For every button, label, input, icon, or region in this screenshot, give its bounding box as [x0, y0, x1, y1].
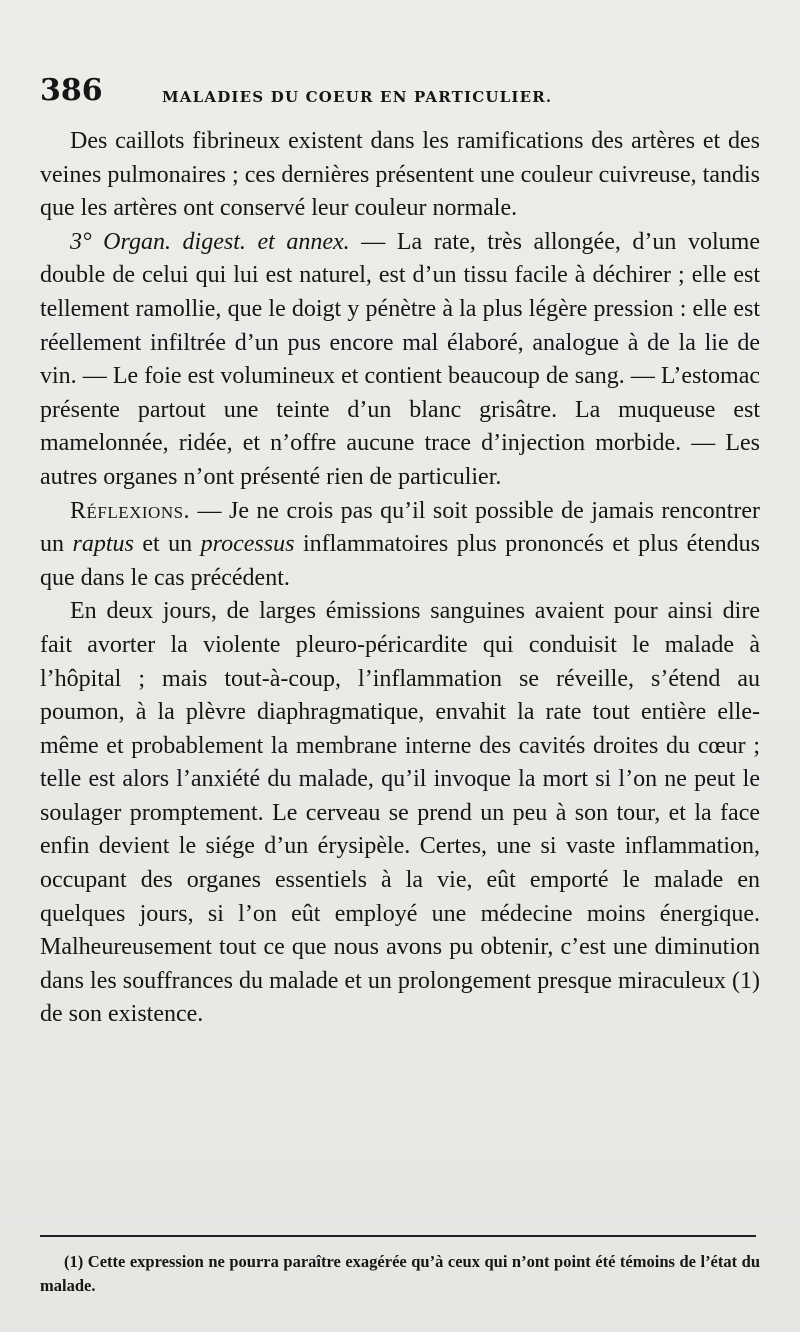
term-processus: processus	[200, 531, 295, 558]
paragraph-1: Des caillots fibrineux existent dans les ramifications des artères et des veines pulmonaires ; ces dernières présentent une couleur cuivreuse, tandis que les artères ont conservé leur couleur normale.	[40, 128, 760, 222]
running-title: MALADIES DU COEUR EN PARTICULIER.	[162, 88, 553, 106]
section-label-reflexions: Réflexions.	[70, 497, 191, 524]
footnote-divider	[40, 1235, 756, 1237]
section-label-organs: 3° Organ. digest. et annex.	[70, 228, 350, 255]
paragraph-3-text-a: — Je ne crois pas qu’il soit possible de jamais rencontrer un	[40, 497, 760, 558]
term-raptus: raptus	[72, 531, 134, 558]
paragraph-2	[40, 226, 760, 495]
footnote	[40, 1250, 760, 1298]
paragraph-3-text-b: et un	[133, 531, 201, 558]
paragraph-2-text: — La rate, très allongée, d’un volume double de celui qui lui est naturel, est d’un tissu facile à déchirer ; elle est tellement ramollie, que le doigt y pénètre à la plus légère pression : elle est réellement infiltrée d’un pus encore mal élaboré, analogue à de la lie de vin. — Le foie est volumineux et contient beaucoup de sang. — L’estomac présente partout une teinte d’un blanc grisâtre. La muqueuse est mamelonnée, ridée, et n’offre aucune trace d’injection morbide. — Les autres organes n’ont présenté rien de particulier.	[40, 228, 760, 490]
body-text	[40, 125, 760, 1032]
page-header	[40, 74, 760, 114]
footnote-text: Cette expression ne pourra paraître exagérée qu’à ceux qui n’ont point été témoins de l’état du malade.	[40, 1252, 761, 1295]
paragraph-3	[40, 495, 760, 596]
footnote-mark: (1)	[64, 1252, 84, 1271]
paragraph-4: En deux jours, de larges émissions sanguines avaient pour ainsi dire fait avorter la violente pleuro-péricardite qui conduisit le malade à l’hôpital ; mais tout-à-coup, l’inflammation se réveille, s’étend au poumon, à la plèvre diaphragmatique, envahit la rate tout entière elle-même et probablement la membrane interne des cavités droites du cœur ; telle est alors l’anxiété du malade, qu’il invoque la mort si l’on ne peut le soulager promptement. Le cerveau se prend un peu à son tour, et la face enfin devient le siége d’un érysipèle. Certes, une si vaste inflammation, occupant des organes essentiels à la vie, eût emporté le malade en quelques jours, si l’on eût employé une médecine moins énergique. Malheureusement tout ce que nous avons pu obtenir, c’est une diminution dans les souffrances du malade et un prolongement presque miraculeux (1) de son existence.	[40, 598, 760, 1028]
page-number: 386	[40, 73, 103, 108]
paragraph-3-text-c: inflammatoires plus prononcés et plus étendus que dans le cas précédent.	[40, 531, 760, 591]
